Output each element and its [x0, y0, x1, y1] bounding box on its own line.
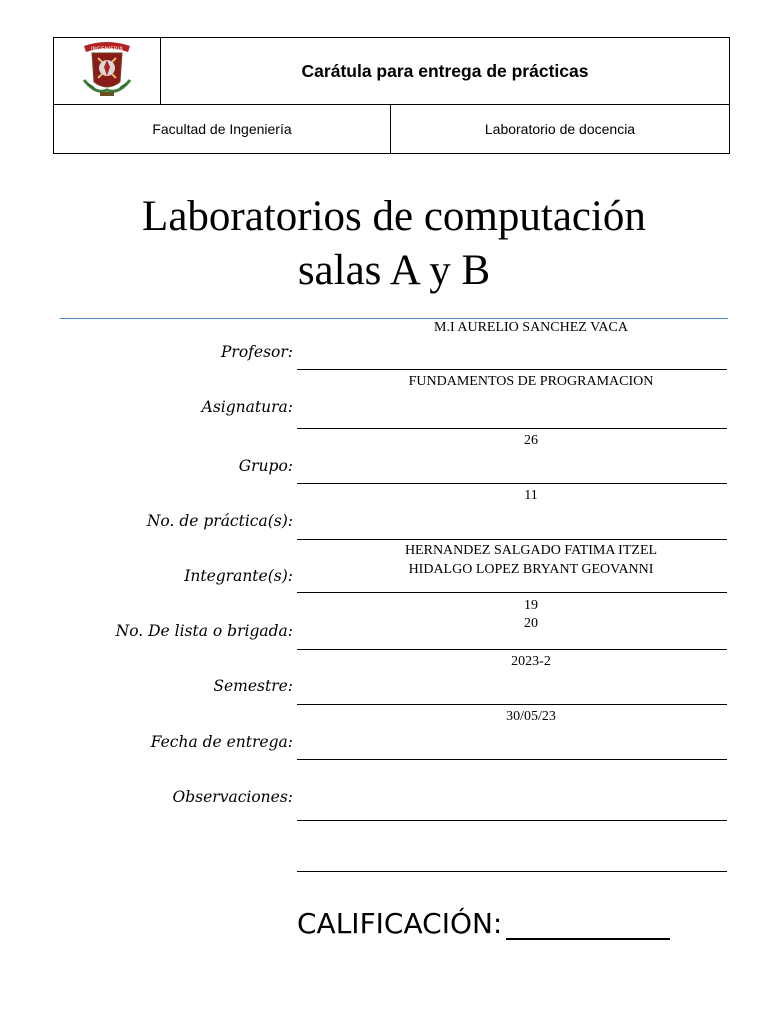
lab-name: Laboratorio de docencia: [484, 121, 636, 137]
grupo-line: [297, 483, 727, 484]
grade-label: CALIFICACIÓN:: [297, 907, 503, 940]
integrantes-line: [297, 592, 727, 593]
profesor-label: Profesor:: [221, 343, 293, 361]
faculty-logo-icon: [76, 40, 138, 102]
header-info-row: [54, 104, 729, 153]
logo-cell: [54, 38, 161, 104]
grupo-label: Grupo:: [238, 457, 293, 475]
fecha-label: Fecha de entrega:: [150, 733, 293, 751]
grade-field: [297, 906, 670, 940]
faculty-name: Facultad de Ingeniería: [54, 105, 391, 153]
asignatura-value: FUNDAMENTOS DE PROGRAMACION: [408, 374, 654, 389]
semestre-value: 2023-2: [511, 654, 551, 669]
lista-value-2: 20: [524, 616, 538, 631]
svg-text:INGENIERIA: INGENIERIA: [91, 46, 123, 53]
observaciones-line-1: [297, 820, 727, 821]
profesor-line: [297, 369, 727, 370]
profesor-value: M.I AURELIO SANCHEZ VACA: [434, 320, 628, 335]
lista-value-1: 19: [524, 598, 538, 613]
practica-label: No. de práctica(s):: [146, 512, 293, 530]
semestre-label: Semestre:: [213, 677, 293, 695]
integrantes-label: Integrante(s):: [184, 567, 293, 585]
asignatura-label: Asignatura:: [201, 398, 293, 416]
page-title-line2: salas A y B: [297, 247, 491, 294]
lista-label: No. De lista o brigada:: [115, 622, 293, 640]
lista-line: [297, 649, 727, 650]
grupo-value: 26: [524, 433, 538, 448]
semestre-line: [297, 704, 727, 705]
page-title-line1: Laboratorios de computación: [142, 193, 646, 240]
page-title: [60, 190, 728, 298]
fecha-line: [297, 759, 727, 760]
integrante-value-2: HIDALGO LOPEZ BRYANT GEOVANNI: [408, 562, 654, 577]
observaciones-label: Observaciones:: [172, 788, 293, 806]
practica-value: 11: [524, 488, 538, 503]
observaciones-line-2: [297, 871, 727, 872]
document-type-title: Carátula para entrega de prácticas: [301, 60, 589, 81]
header-table: [53, 37, 730, 154]
fecha-value: 30/05/23: [506, 709, 556, 724]
practica-line: [297, 539, 727, 540]
asignatura-line: [297, 428, 727, 429]
grade-blank-line: [506, 906, 670, 940]
integrante-value-1: HERNANDEZ SALGADO FATIMA ITZEL: [404, 543, 658, 558]
